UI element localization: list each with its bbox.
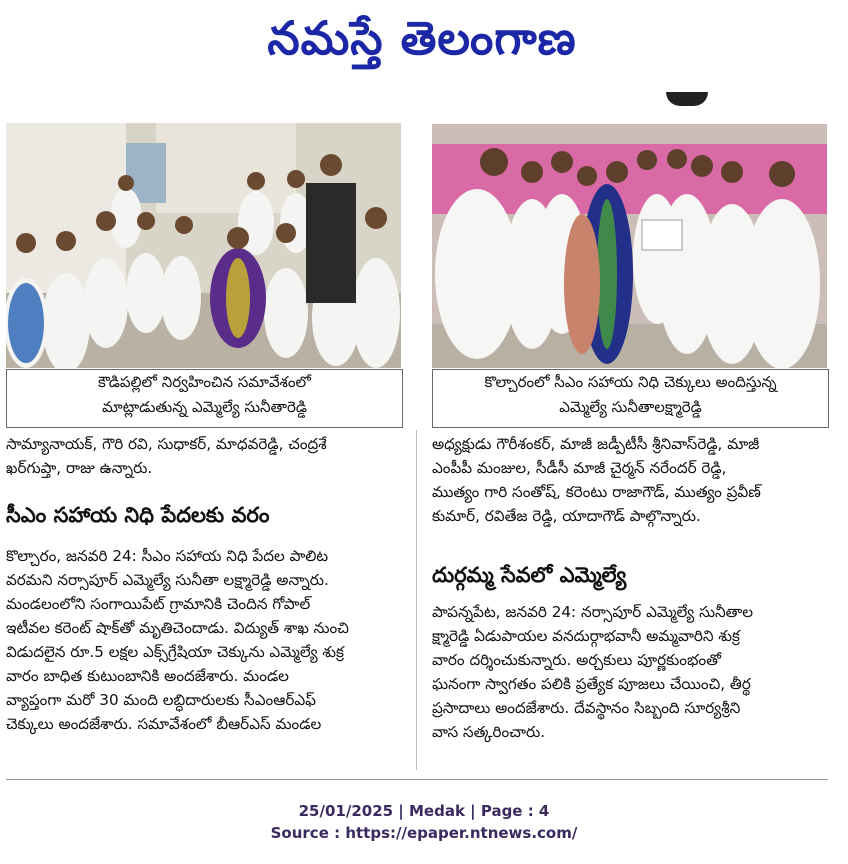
body-line: కొల్చారం, జనవరి 24: సీఎం సహాయ నిధి పేదల పాలిట — [6, 547, 329, 565]
article-headline: సీఎం సహాయ నిధి పేదలకు వరం — [6, 503, 270, 527]
article-body — [6, 544, 401, 736]
body-line: కుమార్, రవితేజ రెడ్డి, యాదాగౌడ్ పాల్గొన్నారు. — [432, 507, 701, 525]
body-line: అధ్యక్షుడు గౌరీశంకర్, మాజీ జడ్పీటీసీ శ్రీనివాస్‌రెడ్డి, మాజీ — [432, 435, 760, 453]
body-line: చెక్కులు అందజేశారు. సమావేశంలో బీఆర్‌ఎస్ మండల — [6, 715, 322, 733]
caption-line: మాట్లాడుతున్న ఎమ్మెల్యే సునీతారెడ్డి — [102, 398, 307, 416]
body-line: వరమని నర్సాపూర్ ఎమ్మెల్యే సునీతా లక్ష్మారెడ్డి అన్నారు. — [6, 571, 329, 589]
body-line: సామ్యానాయక్, గౌరి రవి, సుధాకర్, మాధవరెడ్డి, చంద్రశే — [6, 435, 327, 453]
photo-caption-left — [6, 369, 403, 428]
photo-cheque-distribution-kolcharam — [432, 124, 827, 368]
photo-meeting-kowdipally — [6, 123, 401, 368]
right-column-intro — [432, 432, 827, 528]
body-line: వారం దర్శించుకున్నారు. అర్చకులు పూర్ణకుంభంతో — [432, 651, 721, 669]
body-line: ముత్యం గారి సంతోష్, కరెంటు రాజాగౌడ్, ముత్యం ప్రవీణ్ — [432, 483, 761, 501]
body-line: ఎంపీపీ మంజుల, సీడీసీ మాజీ చైర్మన్ నరేందర్ రెడ్డి, — [432, 459, 727, 477]
body-line: క్ష్మారెడ్డి ఏడుపాయల వనదుర్గాభవానీ అమ్మవారిని శుక్ర — [432, 627, 740, 645]
photo-caption-right — [432, 369, 829, 428]
body-line: ఇటీవల కరెంట్ షాక్‌తో మృతిచెందాడు. విద్యుత్ శాఖ నుంచి — [6, 619, 349, 637]
caption-line: కౌడిపల్లిలో నిర్వహించిన సమావేశంలో — [98, 373, 311, 391]
body-line: ఖర్‌గుప్తా, రాజు ఉన్నారు. — [6, 459, 153, 477]
decorative-shape — [666, 92, 708, 106]
body-line: ఘనంగా స్వాగతం పలికి ప్రత్యేక పూజలు చేయించి, తీర్థ — [432, 675, 751, 693]
body-line: వారం బాధిత కుటుంబానికి అందజేశారు. మండల — [6, 667, 289, 685]
footer-date-line: 25/01/2025 | Medak | Page : 4 — [298, 802, 550, 820]
caption-line: కొల్చారంలో సీఎం సహాయ నిధి చెక్కులు అందిస్తున్న — [484, 373, 777, 391]
newspaper-logo: నమస్తే తెలంగాణ — [267, 11, 577, 65]
body-line: పాపన్నపేట, జనవరి 24: నర్సాపూర్ ఎమ్మెల్యే సునీతాల — [432, 603, 754, 621]
body-line: విడుదలైన రూ.5 లక్షల ఎక్స్‌గ్రేషియా చెక్కును ఎమ్మెల్యే శుక్ర — [6, 643, 344, 661]
article-headline: దుర్గమ్మ సేవలో ఎమ్మెల్యే — [432, 563, 627, 587]
masthead — [0, 0, 848, 80]
footer-divider — [6, 779, 828, 780]
column-divider — [416, 430, 417, 770]
body-line: వాస సత్కరించారు. — [432, 723, 546, 741]
left-column-intro — [6, 432, 401, 480]
body-line: ప్రసాదాలు అందజేశారు. దేవస్థానం సిబ్బంది సూర్యశ్రీని — [432, 699, 741, 717]
body-line: మండలంలోని సంగాయిపేట్ గ్రామానికి చెందిన గోపాల్ — [6, 595, 311, 613]
article-body — [432, 600, 827, 744]
caption-line: ఎమ్మెల్యే సునీతాలక్ష్మారెడ్డి — [559, 398, 702, 416]
body-line: వ్యాప్తంగా మరో 30 మంది లబ్ధిదారులకు సీఎంఆర్‌ఎఫ్ — [6, 691, 316, 709]
footer-source-link[interactable]: Source : https://epaper.ntnews.com/ — [270, 824, 578, 842]
